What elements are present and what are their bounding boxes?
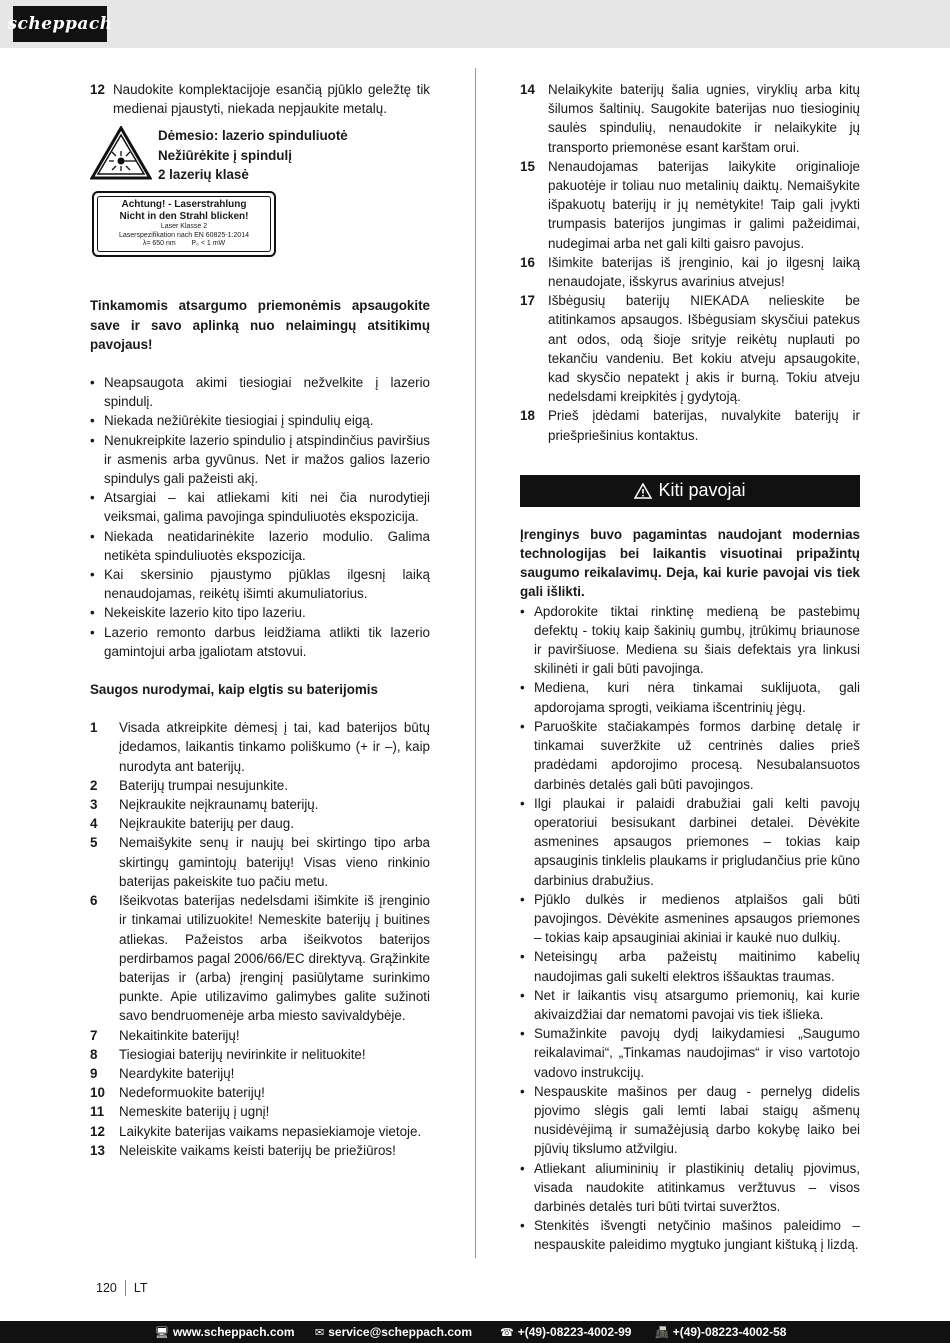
item-text: Nemaišykite senų ir naujų bei skirtingo tipo arba skirtingų gamintojų baterijų! Visas vieno rinkinio baterijas pakeiskite tuo pačiu metu. (119, 835, 430, 889)
laser-warning-block (90, 126, 430, 296)
language-code: LT (133, 1281, 148, 1295)
protect-paragraph: Tinkamomis atsargumo priemonėmis apsaugokite save ir savo aplinką nuo nelaimingų atsitikimų pavojaus! (90, 298, 430, 352)
battery-heading: Saugos nurodymai, kaip elgtis su baterijomis (90, 682, 378, 698)
list-item (90, 814, 430, 833)
list-item (90, 1102, 430, 1121)
label-line: Laserspezifikation nach EN 60825-1:2014 (119, 231, 249, 239)
footer-fax-text: +(49)-08223-4002-58 (672, 1325, 787, 1339)
computer-icon: 🖥 (155, 1326, 169, 1339)
footer-email[interactable] (315, 1325, 472, 1339)
item-number: 10 (90, 1085, 105, 1101)
item-number: 12 (90, 1123, 105, 1139)
item-number: 15 (520, 158, 535, 174)
list-item: • Paruoškite stačiakampės formos darbinę detalę ir tinkamai suveržkite už centrinės dalies prieš pradėdami apdorojimo procesą. Nesubalansuotos darbinės detalės gali būti pavojingos. (520, 717, 860, 794)
warning-icon (634, 483, 652, 499)
list-item: • Ilgi plaukai ir palaidi drabužiai gali kelti pavojų operatoriui besisukant darbinei detalei. Dėvėkite asmenines apsaugos priemones – tokias kaip apsauginis tinklelis plaukams ir prigludančius prie kūno darbinius drabužius. (520, 794, 860, 890)
battery-list-continued (520, 80, 860, 445)
list-item (90, 795, 430, 814)
list-item (90, 1083, 430, 1102)
item-number: 8 (90, 1046, 98, 1062)
footer-phone-text: +(49)-08223-4002-99 (517, 1325, 632, 1339)
item-number: 1 (90, 720, 98, 736)
list-item: • Niekada nežiūrėkite tiesiogiai į spindulių eigą. (90, 411, 430, 430)
label-line: Nicht in den Strahl blicken! (119, 211, 249, 223)
item-text: Nenaudojamas baterijas laikykite originalioje pakuotėje ir toliau nuo metalinių daiktų. Nemaišykite išpakuotų baterijų ir jų nemėtykite! Taip gali įvykti trumpasis baterijos jungimas ir galimi pažeidimai, nudegimai arba net gali kilti gaisro pavojus. (548, 158, 860, 251)
battery-list (90, 718, 430, 1160)
item-number: 14 (520, 82, 535, 97)
item-number: 3 (90, 797, 98, 813)
item-text: Neįkraukite baterijų per daug. (119, 816, 294, 832)
list-item: • Net ir laikantis visų atsargumo priemonių, kai kurie akivaizdžiai dar nematomi pavojai vis tiek išlieka. (520, 986, 860, 1024)
laser-warning-title (158, 126, 348, 184)
list-item (520, 253, 860, 291)
left-column (90, 80, 430, 1160)
list-item (520, 406, 860, 444)
list-item: • Neteisingų arba pažeistų maitinimo kabelių naudojimas gali sukelti elektros iššauktas traumas. (520, 947, 860, 985)
section-header (520, 475, 860, 507)
list-item (90, 718, 430, 776)
laser-title-line: Nežiūrėkite į spindulį (158, 147, 292, 163)
item-number: 11 (90, 1104, 105, 1120)
footer-web[interactable] (155, 1325, 295, 1339)
list-item: • Kai skersinio pjaustymo pjūklas ilgesnį laiką nenaudojamas, reikėtų išimti akumuliatorius. (90, 565, 430, 603)
laser-title-line: 2 lazerių klasė (158, 166, 249, 182)
list-item (90, 1122, 430, 1141)
item-number: 9 (90, 1065, 98, 1081)
scheppach-logo: scheppach (13, 6, 107, 42)
item-text: Prieš įdėdami baterijas, nuvalykite baterijų ir priešpriešinius kontaktus. (548, 408, 860, 443)
item-text: Baterijų trumpai nesujunkite. (119, 777, 288, 793)
item-number: 17 (520, 293, 535, 309)
list-item (90, 80, 430, 118)
phone-icon: ☎ (500, 1326, 514, 1339)
laser-bullet-list (90, 373, 430, 661)
list-item: • Nespauskite mašinos per daug - pernelyg didelis pjovimo slėgis gali lemti labai staigų ašmenų nusidėvėjimą ir sumažėjusią darbo kokybę laiko bei pjūvių tikslumo atžvilgiu. (520, 1082, 860, 1159)
footer-fax (655, 1325, 786, 1339)
item-text: Visada atkreipkite dėmesį į tai, kad baterijos būtų įdedamos, laikantis tinkamo poliškumo (+ ir –), kaip nurodyta ant baterijų. (119, 720, 430, 774)
right-column (520, 80, 860, 1255)
power: P₀ < 1 mW (191, 240, 226, 248)
label-line (98, 240, 270, 249)
footer-web-text: www.scheppach.com (172, 1325, 295, 1339)
item-text: Nedeformuokite baterijų! (119, 1085, 265, 1101)
footer-phone[interactable] (500, 1325, 631, 1339)
list-item (520, 80, 860, 157)
header-bar (0, 0, 950, 48)
list-item (90, 1141, 430, 1160)
list-item: • Neapsaugota akimi tiesiogiai nežvelkite į lazerio spindulį. (90, 373, 430, 411)
item-text: Nemeskite baterijų į ugnį! (119, 1104, 270, 1120)
footer-email-text: service@scheppach.com (328, 1325, 472, 1339)
intro-paragraph: Įrenginys buvo pagamintas naudojant modernias technologijas bei laikantis visuotinai pripažintų saugumo reikalavimų. Deja, kai kurie pavojai vis tiek gali išlikti. (520, 526, 860, 600)
list-item (90, 833, 430, 891)
list-item (90, 1026, 430, 1045)
laser-warning-icon (90, 126, 152, 180)
list-item (90, 1045, 430, 1064)
list-item: • Nenukreipkite lazerio spindulio į atspindinčius paviršius ir asmenis arba gyvūnus. Net ir mažos galios lazerio spindulys gali pažeisti akį. (90, 431, 430, 489)
item-text: Išimkite baterijas iš įrenginio, kai jo ilgesnį laiką nenaudojate, išskyrus avarinius atvejus! (548, 254, 860, 290)
fax-icon: 📠 (655, 1326, 669, 1339)
list-item (520, 157, 860, 253)
item-text: Tiesiogiai baterijų nevirinkite ir nelituokite! (119, 1046, 366, 1062)
list-item: • Atsargiai – kai atliekami kiti nei čia nurodytieji veiksmai, galima pavojinga spinduliuotės ekspozicija. (90, 488, 430, 526)
item-number: 18 (520, 408, 535, 424)
item-text: Neardykite baterijų! (119, 1065, 235, 1081)
wavelength: λ= 650 nm (142, 240, 176, 248)
list-item (90, 1064, 430, 1083)
laser-class-label (92, 191, 276, 257)
section-title: Kiti pavojai (658, 480, 746, 501)
item-number: 5 (90, 835, 98, 851)
page-number-value: 120 (96, 1281, 117, 1295)
item-number: 2 (90, 777, 98, 793)
page-number (96, 1280, 148, 1296)
list-item (520, 291, 860, 406)
mail-icon: ✉ (315, 1326, 325, 1339)
item-number: 6 (90, 893, 98, 909)
item-number: 12 (90, 82, 105, 97)
list-item (90, 891, 430, 1025)
list-item: • Lazerio remonto darbus leidžiama atlikti tik lazerio gamintojui arba įgaliotam atstovui. (90, 623, 430, 661)
list-item: • Mediena, kuri nėra tinkamai suklijuota, gali apdorojama sprogti, veikiama išcentrinių jėgų. (520, 678, 860, 716)
list-item: • Niekada neatidarinėkite lazerio modulio. Galima netikėta spinduliuotės ekspozicija. (90, 527, 430, 565)
label-line: Laser Klasse 2 (160, 223, 208, 231)
list-item: • Stenkitės išvengti netyčinio mašinos paleidimo – nespauskite paleidimo mygtuko jungiant kištuką į lizdą. (520, 1216, 860, 1254)
list-item (90, 776, 430, 795)
item-text: Išeikvotas baterijas nedelsdami išimkite iš įrenginio ir tinkamai utilizuokite! Nemeskite baterijų į buitines atliekas. Pažeistos arba išeikvotos baterijos perdirbamos pagal 2006/66/EC direktyvą. Grąžinkite baterijas ir (arba) įrenginį pasiūlytame surinkimo punkte. Apie utilizavimo galimybes galite sužinoti savo bendruomenėje arba miesto savivaldybėje. (119, 893, 430, 1024)
item-text: Naudokite komplektacijoje esančią pjūklo geležtę tik medienai pjaustyti, niekada nepjaukite metalų. (113, 82, 430, 117)
item-number: 4 (90, 816, 98, 832)
item-number: 13 (90, 1142, 105, 1158)
item-number: 16 (520, 254, 535, 270)
hazard-bullet-list (520, 602, 860, 1255)
list-item: • Sumažinkite pavojų dydį laikydamiesi „Saugumo reikalavimai“, „Tinkamas naudojimas“ ir viso vartotojo vadovo instrukcijų. (520, 1024, 860, 1082)
list-item: • Atliekant aliumininių ir plastikinių detalių pjovimus, visada naudokite atitinkamus veržtuvus – visos darbinės detalės turi būti tvirtai suveržtos. (520, 1159, 860, 1217)
label-line: Achtung! - Laserstrahlung (121, 199, 247, 211)
item-text: Nelaikykite baterijų šalia ugnies, viryklių arba kitų šilumos šaltinių. Saugokite baterijas nuo tiesioginių saulės spindulių, nenaudokite ir nelaikykite jų transporto priemonėse esant karštam orui. (548, 82, 860, 155)
item-number: 7 (90, 1027, 98, 1043)
laser-title-line: Dėmesio: lazerio spinduliuotė (158, 128, 348, 144)
item-text: Neįkraukite neįkraunamų baterijų. (119, 797, 319, 813)
column-divider (475, 68, 476, 1258)
item-text: Nekaitinkite baterijų! (119, 1027, 240, 1043)
item-text: Neleiskite vaikams keisti baterijų be priežiūros! (119, 1142, 396, 1158)
list-item: • Nekeiskite lazerio kito tipo lazeriu. (90, 603, 430, 622)
item-text: Laikykite baterijas vaikams nepasiekiamoje vietoje. (119, 1123, 422, 1139)
item-text: Išbėgusių baterijų NIEKADA nelieskite be atitinkamos apsaugos. Išbėgusiam skysčiui patekus ant odos, odą šioje srityje reikėtų nuplauti po tekančiu vandeniu. Bet kokiu atveju apsaugokite, kad skysčio nepatekt į akis ir burną. Tokiu atveju nedelsdami kreipkitės į gydytoją. (548, 293, 860, 405)
footer-bar (0, 1321, 950, 1343)
list-item: • Pjūklo dulkės ir medienos atplaišos gali būti pavojingos. Dėvėkite asmenines apsaugos priemones – tokias kaip apsauginiai akiniai ir kaukė nuo dulkių. (520, 890, 860, 948)
list-item: • Apdorokite tiktai rinktinę medieną be pastebimų defektų - tokių kaip šakinių gumbų, įtrūkimų briaunose ir paviršiuose. Mediena su šiais defektais yra linkusi skilinėti ir gali būti pavojinga. (520, 602, 860, 679)
